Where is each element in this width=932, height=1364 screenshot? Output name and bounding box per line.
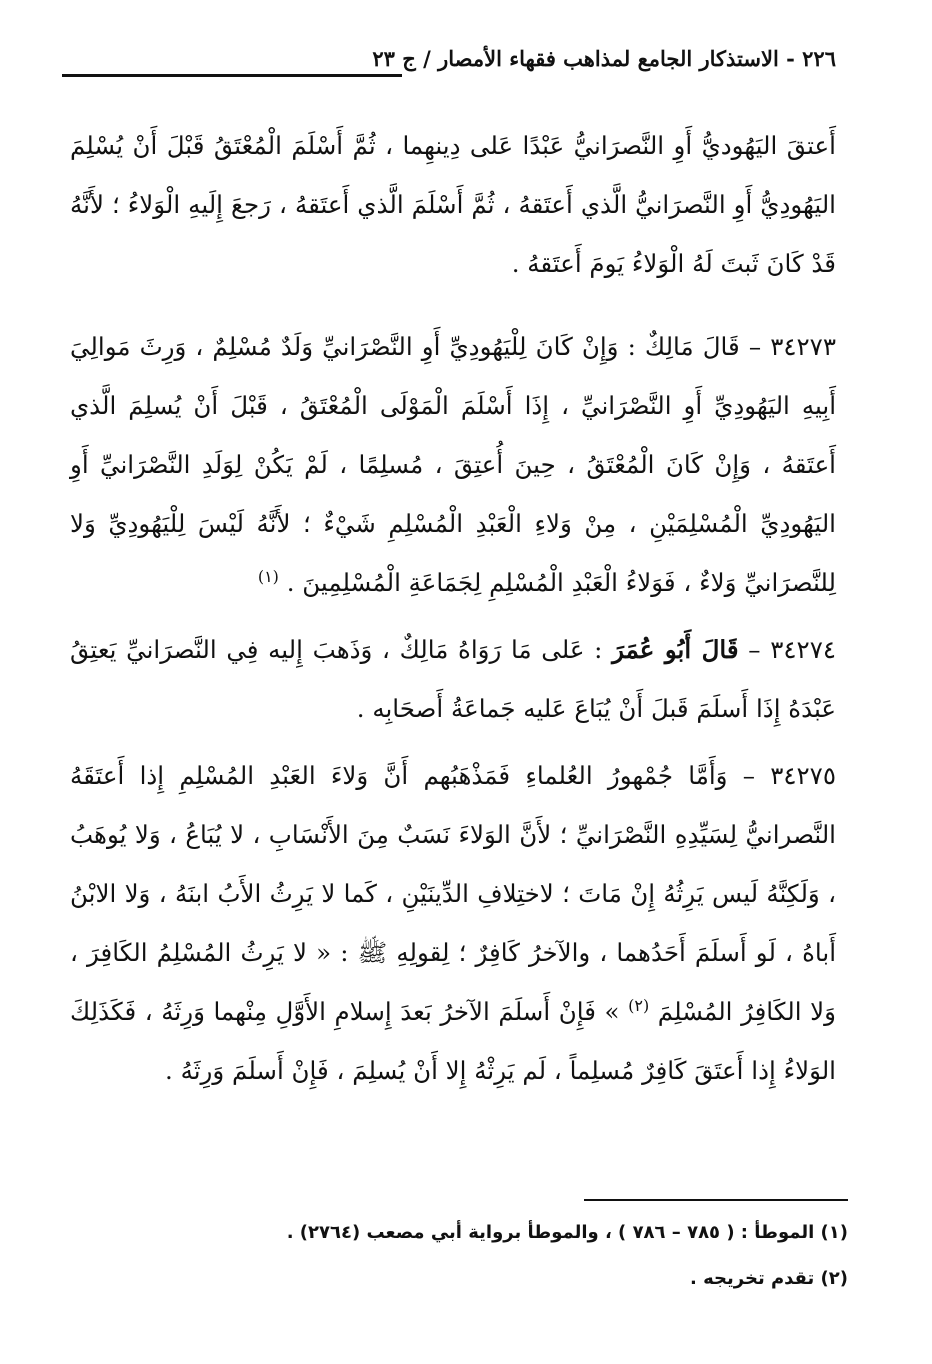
paragraph-number: ٣٤٢٧٣ – xyxy=(748,332,836,361)
main-text xyxy=(70,116,836,1108)
footnote-reference: (١) xyxy=(257,566,279,586)
header-rule xyxy=(62,74,402,77)
paragraph-number: ٣٤٢٧٥ – xyxy=(742,761,836,790)
paragraph-text: قَالَ مَالِكٌ : وَإِنْ كَانَ لِلْيَهُودِيِّ أَوِ النَّصْرَانيِّ وَلَدٌ مُسْلِمٌ ، وَرِثَ مَوالِيَ أَبِيهِ اليَهُودِيِّ أَوِ النَّصْرَانيِّ ، إِذَا أَسْلَمَ الْمَوْلَى الْمُعْتَقُ ، قَبْلَ أَنْ يُسلِمَ الَّذي أَعتَقهُ ، وَإِنْ كَانَ الْمُعْتَقُ ، حِينَ أُعتِقَ ، مُسلِمًا ، لَمْ يَكُنْ لِوَلَدِ النَّصْرَانيِّ أَوِ اليَهُودِيِّ الْمُسْلِمَيْنِ ، مِنْ وَلاءِ الْعَبْدِ الْمُسْلِمِ شَيْءٌ ؛ لأَنَّهُ لَيْسَ لِلْيَهُودِيِّ وَلا لِلنَّصرَانيِّ وَلاءٌ ، فَوَلاءُ الْعَبْدِ الْمُسْلِمِ لِجَمَاعَةِ الْمُسْلِمِينَ . xyxy=(70,332,836,597)
footnote-reference: (٢) xyxy=(628,995,650,1015)
paragraph-text: وَأَمَّا جُمْهورُ العُلماءِ فَمَذْهَبُهم أَنَّ وَلاءَ العَبْدِ المُسْلِمِ إِذا أَعتَقَهُ النَّصرانيُّ لِسَيِّدِهِ النَّصْرَانيِّ ؛ لأَنَّ الوَلاءَ نَسَبٌ مِنَ الأَنْسَابِ ، لا يُبَاعُ ، وَلا يُوهَبُ ، وَلَكِنَّهُ لَيس يَرِثُهُ إِنْ مَاتَ ؛ لاختِلافِ الدِّينَيْنِ ، كَما لا يَرِثُ الأَبُ ابنَهُ ، وَلا الابْنُ أَباهُ ، لَو أَسلَمَ أَحَدُهما ، والآخرُ كَافِرٌ ؛ لِقولِهِ ﷺ : « لا يَرِثُ المُسْلِمُ الكَافِرَ ، وَلا الكَافِرُ المُسْلِمَ xyxy=(70,761,836,1026)
footnote-rule xyxy=(584,1199,848,1201)
paragraph-34275 xyxy=(70,746,836,1100)
running-header: ٢٢٦ - الاستذكار الجامع لمذاهب فقهاء الأمصار / ج ٢٣ xyxy=(372,46,836,71)
paragraph-text-continued: » فَإِنْ أَسلَمَ الآخرُ بَعدَ إِسلامِ الأَوَّلِ مِنْهما وَرِثَهُ ، فَكَذَلِكَ الوَلاءُ إِذا أَعتَقَ كَافِرٌ مُسلِماً ، لَم يَرِثْهُ إِلا أَنْ يُسلِمَ ، فَإِنْ أَسلَمَ وَرِثَهُ . xyxy=(70,997,836,1085)
paragraph-34274 xyxy=(70,620,836,738)
paragraph-34273 xyxy=(70,317,836,612)
footnote-2: (٢) تقدم تخريجه . xyxy=(690,1268,848,1289)
paragraph-text: : عَلى مَا رَوَاهُ مَالِكٌ ، وَذَهبَ إِليه فِي النَّصرَانيِّ يَعتِقُ عَبْدَهُ إِذَا أَسلَمَ قَبلَ أَنْ يُبَاعَ عَليه جَماعَةُ أَصحَابِه . xyxy=(70,635,836,723)
paragraph-number: ٣٤٢٧٤ – xyxy=(748,635,837,664)
speaker-name: قَالَ أَبُو عُمَرَ xyxy=(612,635,739,664)
paragraph-text: أَعتقَ اليَهُوديُّ أَوِ النَّصرَانيُّ عَبْدًا عَلى دِينهِما ، ثُمَّ أَسْلَمَ الْمُعْتَقُ قَبْلَ أَنْ يُسْلِمَ اليَهُودِيُّ أَوِ النَّصرَانيُّ الَّذي أَعتَقهُ ، ثُمَّ أَسْلَمَ الَّذي أَعتَقهُ ، رَجعَ إِلَيهِ الْوَلاءُ ؛ لأَنَّهُ قَدْ كَانَ ثَبتَ لَهُ الْوَلاءُ يَومَ أَعتَقهُ . xyxy=(70,131,836,278)
paragraph-continuation xyxy=(70,116,836,293)
footnote-1: (١) الموطأ : ( ٧٨٥ – ٧٨٦ ) ، والموطأ برواية أبي مصعب (٢٧٦٤) . xyxy=(286,1222,848,1243)
footnotes xyxy=(120,1216,848,1308)
